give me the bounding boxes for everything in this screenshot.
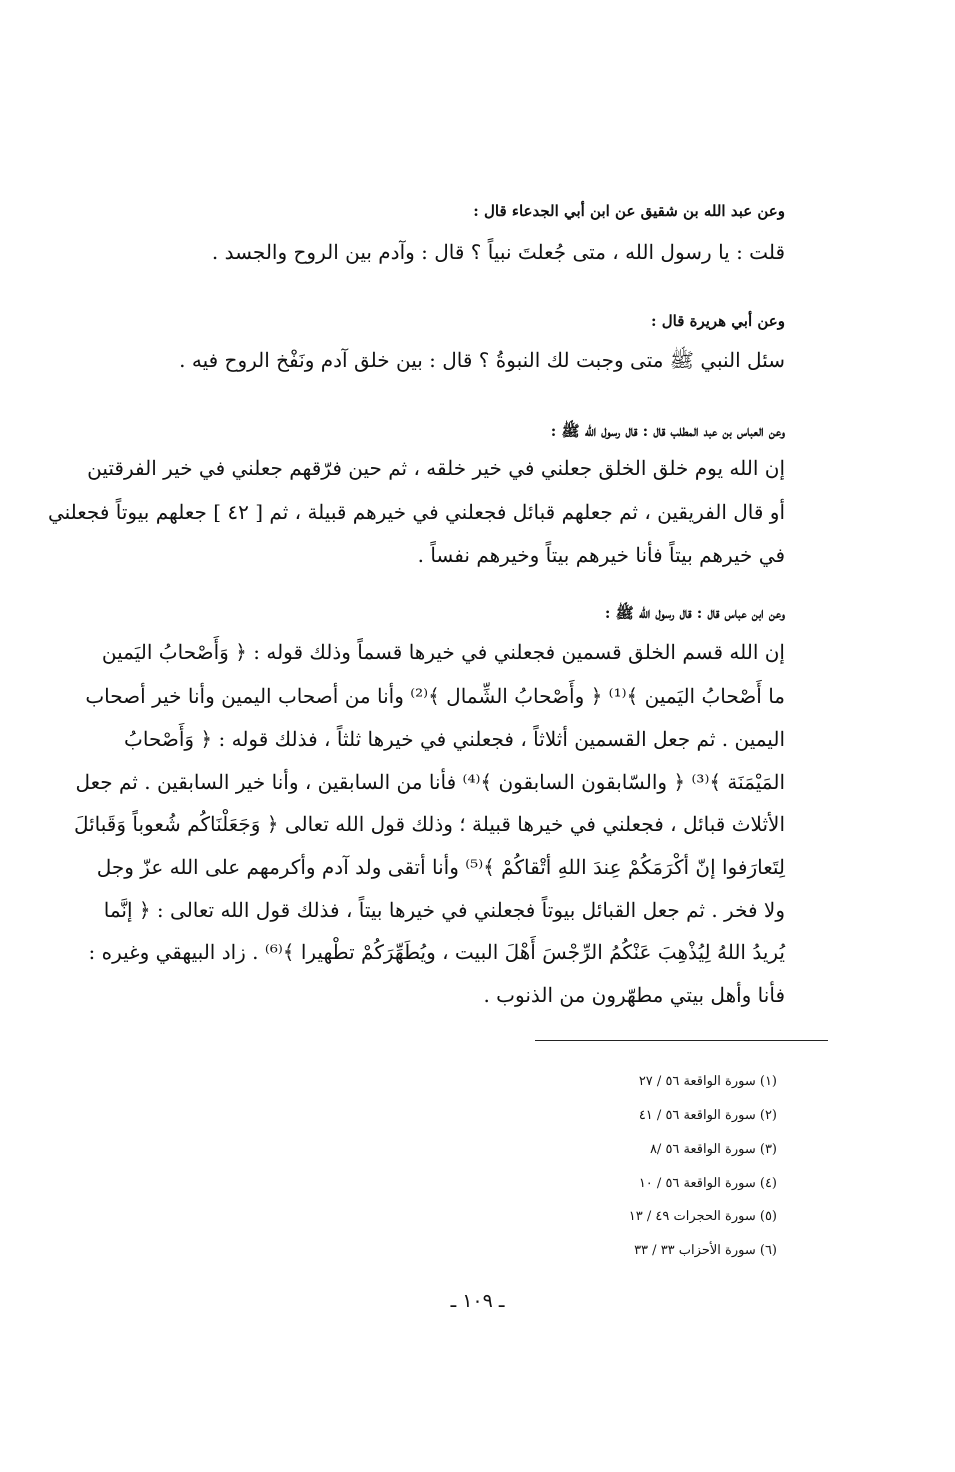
footnote: (٣) سورة الواقعة ٥٦ /٨	[649, 1142, 777, 1157]
hadith-4-intro: وعن ابن عباس قال : قال رسول الله ﷺ :	[604, 604, 785, 622]
hadith-3-line: في خيرهم بيتاً فأنا خيرهم بيتاً وخيرهم نفساً .	[417, 543, 785, 567]
hadith-4-line: ما أَصْحابُ اليَمين ﴾⁽¹⁾ ﴿ وأَصْحابُ الشِّمال ﴾⁽²⁾ وأنا من أصحاب اليمين وأنا خير أصحاب	[85, 684, 785, 708]
hadith-4-line: الأثلاث قبائل ، فجعلني في خيرها قبيلة ؛ وذلك قول الله تعالى ﴿ وَجَعَلْنَاكُم شُعوباً وَقَبائلَ	[73, 812, 785, 836]
hadith-4-line: اليمين . ثم جعل القسمين أثلاثاً ، فجعلني في خيرها ثلثاً ، فذلك قوله : ﴿ وَأَصْحابُ	[124, 727, 785, 751]
footnote: (٤) سورة الواقعة ٥٦ / ١٠	[638, 1176, 777, 1191]
hadith-1-intro: وعن عبد الله بن شقيق عن ابن أبي الجدعاء قال :	[473, 202, 785, 220]
hadith-2-intro: وعن أبي هريرة قال :	[650, 312, 785, 330]
footnote: (٥) سورة الحجرات ٤٩ / ١٣	[628, 1209, 777, 1224]
hadith-4-line: ولا فخر . ثم جعل القبائل بيوتاً فجعلني في خيرها بيتاً ، فذلك قول الله تعالى : ﴿ إنَّما	[103, 898, 785, 922]
footnote: (٦) سورة الأحزاب ٣٣ / ٣٣	[634, 1243, 777, 1258]
hadith-3-intro: وعن العباس بن عبد المطلب قال : قال رسول الله ﷺ :	[550, 422, 785, 440]
footnote: (١) سورة الواقعة ٥٦ / ٢٧	[638, 1074, 777, 1089]
hadith-4-line: يُريدُ اللهُ لِيُذْهِبَ عَنْكُمُ الرِّجْسَ أَهْلَ البيت ، ويُطَهِّرَكُمْ تطْهيرا ﴾⁽⁶⁾ . زاد البيهقي وغيره :	[88, 940, 785, 964]
hadith-4-line: إن الله قسم الخلق قسمين فجعلني في خيرها قسماً وذلك قوله : ﴿ وَأَصْحابُ اليَمين	[101, 640, 785, 664]
hadith-1-line: قلت : يا رسول الله ، متى جُعلتَ نبياً ؟ قال : وآدم بين الروح والجسد .	[211, 240, 785, 264]
hadith-3-line: إن الله يوم خلق الخلق جعلني في خير خلقه ، ثم حين فرّقهم جعلني في خير الفرقتين	[87, 456, 785, 480]
hadith-3-line: أو قال الفريقين ، ثم جعلهم قبائل فجعلني في خيرهم قبيلة ، ثم [ ٤٢ ] جعلهم بيوتاً فجعلني	[47, 500, 785, 524]
hadith-4-line: المَيْمَنَة ﴾⁽³⁾ ﴿ والسّابقون السابقون ﴾⁽⁴⁾ فأنا من السابقين ، وأنا خير السابقين . ثم جعل	[75, 770, 785, 794]
footnote: (٢) سورة الواقعة ٥٦ / ٤١	[638, 1108, 777, 1123]
hadith-4-line: لِتَعارَفوا إنّ أكْرَمَكُمْ عِندَ اللهِ أتْقاكُمْ ﴾⁽⁵⁾ وأنا أتقى ولد آدم وأكرمهم على الله عزّ وجل	[96, 855, 785, 879]
footnote-separator	[535, 1040, 828, 1041]
hadith-2-line: سئل النبي ﷺ متى وجبت لك النبوةُ ؟ قال : بين خلق آدم ونَفْخ الروح فيه .	[179, 348, 785, 372]
page-number: ـ ١٠٩ ـ	[450, 1290, 505, 1312]
hadith-4-line: فأنا وأهل بيتي مطهّرون من الذنوب .	[483, 983, 785, 1007]
